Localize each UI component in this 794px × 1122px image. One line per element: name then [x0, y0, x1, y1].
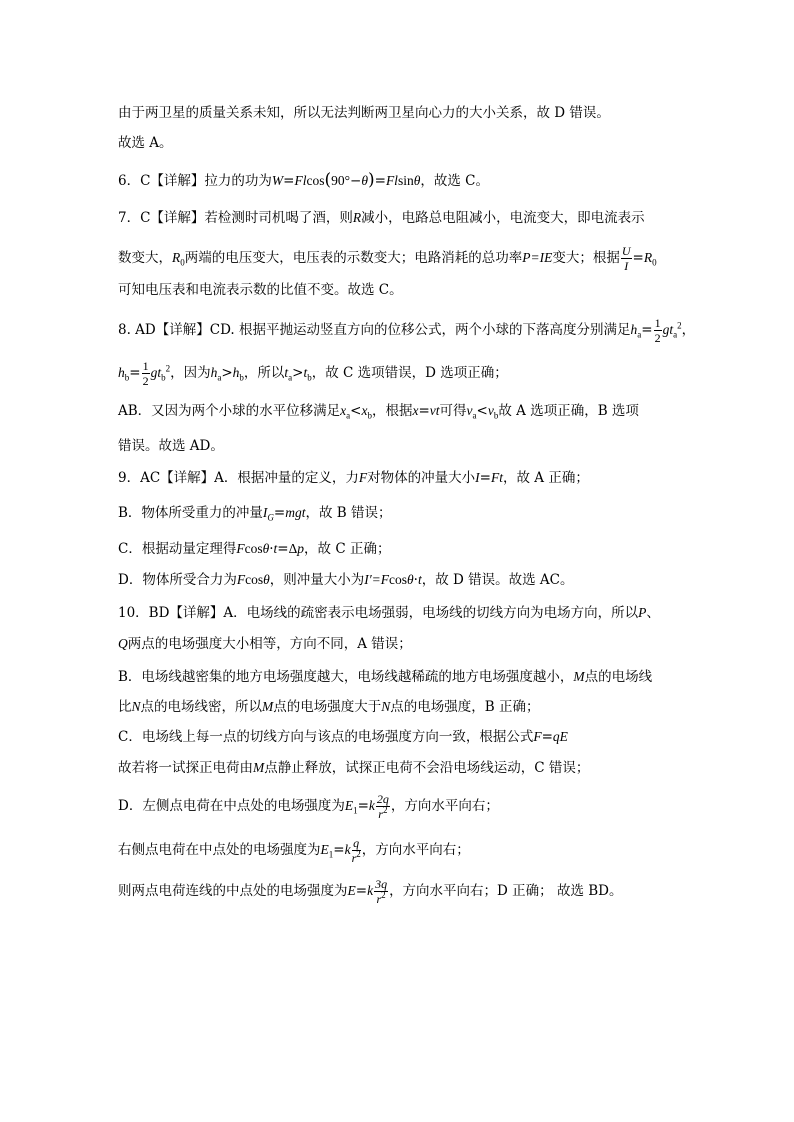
text: 可得 [439, 403, 467, 419]
denominator: I [624, 259, 629, 273]
math-symbol: F [236, 541, 245, 556]
text: C．电场线上每一点的切线方向与该点的电场强度方向一致，根据公式 [118, 729, 534, 745]
text: ，故 D 错误。故选 AC。 [421, 572, 574, 588]
text: 故选 A。 [118, 135, 173, 151]
math-subscript: 0 [652, 257, 657, 268]
math-symbol: vt [429, 403, 440, 418]
math-symbol: N [381, 699, 391, 714]
math-subscript: b [239, 372, 244, 383]
math-operator: · [269, 541, 274, 557]
math-operator: = [641, 322, 653, 338]
fraction [654, 317, 662, 344]
text: B．电场线越密集的地方电场强度越大，电场线越稀疏的地方电场强度越小， [118, 669, 574, 685]
math-symbol: Fl [385, 173, 398, 188]
math-superscript: 2 [165, 363, 171, 374]
math-symbol: I [475, 470, 480, 485]
text: 点的电场强度，B 正确； [390, 699, 540, 715]
text: ，故 C 正确； [304, 541, 391, 557]
text: 点的电场线密，所以 [140, 699, 263, 715]
math-symbol: p [297, 541, 305, 556]
math-superscript: 2 [677, 320, 682, 331]
math-operator: = [129, 365, 141, 381]
text: 8. AD【详解】CD. 根据平抛运动竖直方向的位移公式，两个小球的下落高度分别满足 [118, 322, 631, 338]
math-subscript: b [124, 372, 130, 383]
fraction [352, 837, 361, 864]
math-symbol: g [662, 322, 670, 337]
math-function: cos [389, 572, 408, 587]
text: ，方向水平向右； [361, 842, 470, 858]
math-subscript: b [493, 410, 499, 421]
math-subscript: 1 [328, 849, 334, 860]
math-symbol: N [131, 699, 141, 714]
math-operator: = [277, 541, 289, 557]
denominator-base: r [351, 851, 357, 865]
math-subscript: a [472, 410, 477, 421]
text: 减小，电路总电阻减小，电流变大，即电流表示 [361, 210, 645, 226]
numerator: U [621, 244, 631, 258]
math-symbol: h [630, 322, 638, 337]
text: ，根据 [371, 403, 413, 419]
math-operator: > [221, 365, 233, 381]
math-function: cos [306, 173, 325, 188]
math-operator: = [632, 250, 644, 266]
text-line [118, 667, 652, 687]
math-operator: = [273, 505, 286, 521]
math-superscript: 2 [381, 890, 386, 900]
text-line [118, 727, 568, 747]
text-line [118, 758, 589, 778]
math-symbol: t [669, 322, 674, 337]
math-operator: = [479, 470, 491, 486]
math-symbol: I [262, 505, 268, 520]
math-operator: = [333, 842, 345, 858]
math-operator: · [413, 572, 418, 588]
text: 右侧点电荷在中点处的电场强度为 [118, 842, 321, 858]
math-symbol: θ [263, 572, 270, 587]
text: C．根据动量定理得 [118, 541, 237, 557]
math-symbol: W [271, 173, 284, 188]
text: 9．AC【详解】A．根据冲量的定义，力 [118, 470, 359, 486]
fraction [374, 878, 388, 905]
math-subscript: a [346, 410, 351, 421]
fraction [142, 360, 150, 387]
math-symbol: g [150, 365, 158, 380]
text: ，因为 [170, 365, 211, 381]
math-function: cos [245, 572, 264, 587]
math-symbol: h [232, 365, 240, 380]
math-operator: = [418, 403, 430, 419]
text: ，故 A 正确； [502, 470, 589, 486]
text-line [118, 401, 639, 421]
math-operator: < [350, 403, 362, 419]
text-line [118, 468, 589, 488]
math-symbol: θ [361, 173, 368, 188]
text-line [118, 436, 224, 456]
math-subscript: G [267, 512, 274, 523]
denominator-base: r [376, 892, 382, 906]
denominator [374, 892, 388, 905]
text: ，故选 C。 [420, 173, 489, 189]
math-symbol: θ [413, 173, 421, 188]
text-line [118, 103, 610, 123]
math-operator: = [283, 173, 295, 189]
text: D．左侧点电荷在中点处的电场强度为 [118, 798, 345, 814]
numerator: 3q [375, 877, 388, 891]
math-symbol: v [466, 403, 473, 418]
math-function: sin [397, 173, 414, 188]
text: 、 [646, 605, 660, 621]
math-function: cos [244, 541, 263, 556]
math-symbol: θ [262, 541, 270, 556]
text: 7．C【详解】若检测时司机喝了酒，则 [118, 210, 353, 226]
text: 故 A 选项正确，B 选项 [498, 403, 639, 419]
text-line [118, 245, 657, 272]
math-symbol: E [344, 798, 354, 813]
text: 对物体的冲量大小 [367, 470, 476, 486]
math-symbol: F [358, 470, 368, 485]
math-symbol: h [210, 365, 218, 380]
math-subscript: a [673, 329, 678, 340]
math-symbol: P=IE [522, 250, 553, 265]
math-symbol: Q [118, 636, 128, 651]
math-operator: = [357, 798, 369, 814]
text-line [118, 634, 412, 654]
math-symbol: x [412, 403, 419, 418]
numerator: 1 [142, 359, 149, 373]
text-line [118, 793, 499, 820]
math-subscript: 0 [180, 257, 185, 268]
math-number: 90° [331, 173, 351, 188]
math-operator: = [374, 173, 386, 189]
math-subscript: a [637, 329, 642, 340]
text: ，故 C 选项错误，D 选项正确； [311, 365, 508, 381]
denominator [352, 851, 361, 864]
text: ，方向水平向右； [390, 798, 499, 814]
numerator: 2q [376, 792, 389, 806]
text: 点静止释放，试探正电荷不会沿电场线运动，C 错误； [264, 760, 590, 776]
text-line [118, 503, 392, 523]
math-operator: − [350, 173, 362, 189]
math-symbol: I′=F [364, 572, 390, 587]
fraction [376, 793, 390, 820]
text-line [118, 317, 695, 344]
text: 故若将一试探正电荷由 [118, 760, 253, 776]
text-line [118, 570, 574, 590]
denominator: 2 [654, 331, 661, 345]
text: 错误。故选 AD。 [118, 438, 224, 454]
denominator-base: r [378, 807, 383, 821]
text: ，则冲量大小为 [269, 572, 365, 588]
math-symbol: k [368, 798, 375, 813]
math-symbol: v [487, 403, 494, 418]
text: 6．C【详解】拉力的功为 [118, 173, 272, 189]
text-line [118, 133, 173, 153]
text-line [118, 603, 660, 623]
math-symbol: Fl [294, 173, 307, 188]
math-symbol: P [638, 605, 647, 620]
math-subscript: a [288, 372, 293, 383]
math-symbol: Δ [288, 541, 298, 556]
math-superscript: 2 [382, 805, 388, 815]
text: 点的电场线 [584, 669, 653, 685]
math-operator: = [355, 883, 368, 899]
math-symbol: E [347, 883, 356, 898]
math-subscript: b [161, 372, 166, 383]
text: ， [681, 322, 696, 338]
text: 则两点电荷连线的中点处的电场强度为 [118, 883, 348, 899]
math-symbol: F [533, 729, 542, 744]
math-subscript: b [367, 410, 372, 421]
text-line: 6．C【详解】拉力的功为W=Flcos(90°−θ)=Flsinθ，故选 C。 [118, 170, 489, 190]
math-operator: < [476, 403, 488, 419]
text: AB．又因为两个小球的水平位移满足 [118, 403, 341, 419]
text: ，故 B 错误； [305, 505, 392, 521]
math-subscript: a [217, 372, 222, 383]
numerator: q [353, 836, 360, 850]
text-line [118, 360, 508, 387]
math-symbol: h [118, 365, 125, 380]
text: 可知电压表和电流表示数的比值不变。故选 C。 [118, 282, 403, 298]
math-operator: > [292, 365, 304, 381]
text: 比 [118, 699, 132, 715]
math-operator: = [541, 729, 553, 745]
math-symbol: x [361, 403, 368, 418]
math-symbol: Ft [490, 470, 503, 485]
math-symbol: mgt [285, 505, 306, 520]
math-symbol: M [573, 669, 585, 684]
denominator [376, 807, 390, 820]
math-symbol: M [253, 760, 265, 775]
numerator: 1 [654, 316, 661, 330]
text: 由于两卫星的质量关系未知，所以无法判断两卫星向心力的大小关系，故 D 错误。 [118, 105, 610, 121]
math-subscript: 1 [353, 805, 358, 816]
fraction [621, 245, 632, 272]
math-symbol: t [303, 365, 308, 380]
text: 两点的电场强度大小相等，方向不同，A 错误； [127, 636, 412, 652]
math-symbol: θ [407, 572, 414, 587]
math-symbol: M [262, 699, 274, 714]
math-symbol: t [284, 365, 289, 380]
text-line [118, 208, 645, 228]
text-line [118, 837, 470, 864]
text: 数变大， [118, 250, 172, 266]
text: 点的电场强度大于 [273, 699, 382, 715]
text-line [118, 539, 390, 559]
math-symbol: k [344, 842, 351, 857]
text: 两端的电压变大，电压表的示数变大；电路消耗的总功率 [184, 250, 523, 266]
denominator: 2 [142, 374, 149, 388]
math-symbol: R [352, 210, 362, 225]
math-symbol: k [367, 883, 374, 898]
math-symbol: R [643, 250, 653, 265]
math-symbol: t [157, 365, 162, 380]
text: B．物体所受重力的冲量 [118, 505, 263, 521]
text: ，所以 [243, 365, 285, 381]
math-symbol: R [172, 250, 181, 265]
math-superscript: 2 [356, 849, 361, 859]
text-line [118, 280, 403, 300]
text-line [118, 878, 623, 905]
text: 10．BD【详解】A．电场线的疏密表示电场强弱，电场线的切线方向为电场方向，所以 [118, 605, 639, 621]
math-symbol: t [417, 572, 422, 587]
math-symbol: x [340, 403, 347, 418]
text-line [118, 697, 540, 717]
text: ，方向水平向右；D 正确； 故选 BD。 [389, 883, 623, 899]
math-subscript: b [307, 372, 312, 383]
math-symbol: t [273, 541, 278, 556]
text: D．物体所受合力为 [118, 572, 237, 588]
math-symbol: qE [552, 729, 568, 744]
text: 变大；根据 [552, 250, 620, 266]
math-symbol: F [236, 572, 246, 587]
math-symbol: E [320, 842, 329, 857]
